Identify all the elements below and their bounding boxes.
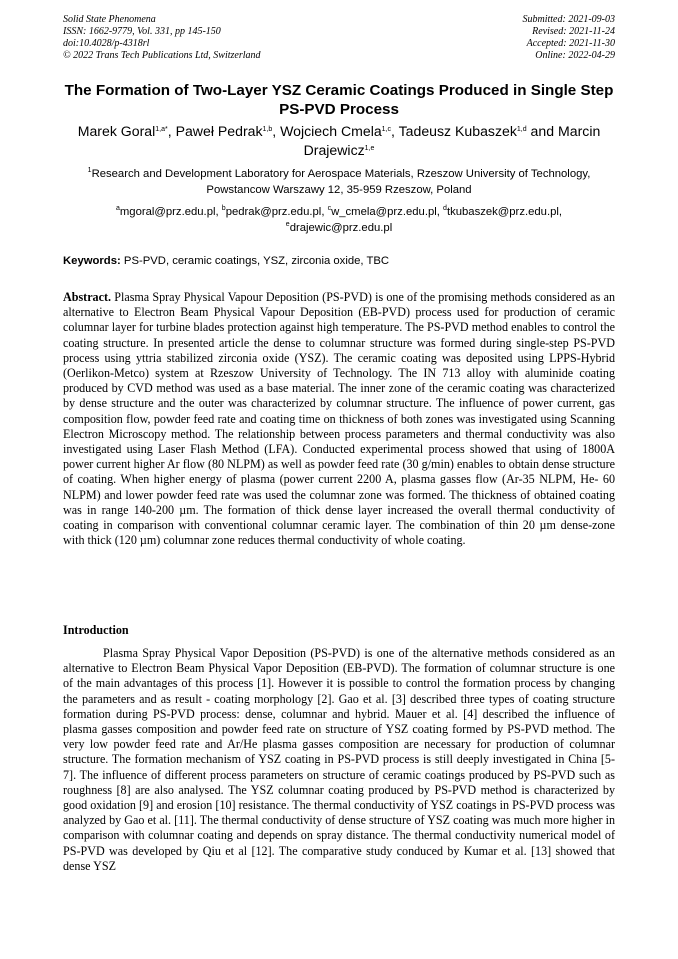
affiliation xyxy=(78,166,600,198)
author-list xyxy=(60,122,618,160)
author-separator: , xyxy=(391,123,399,139)
email-mark: c xyxy=(327,205,332,212)
email-mark: e xyxy=(285,221,290,228)
keywords-label: Keywords: xyxy=(63,255,121,267)
email-separator: , xyxy=(436,206,444,218)
journal-name: Solid State Phenomena xyxy=(63,14,156,25)
paper-title: The Formation of Two-Layer YSZ Ceramic Coatings Produced in Single Step PS-PVD Process xyxy=(64,82,614,118)
email-address[interactable]: pedrak@prz.edu.pl xyxy=(225,206,322,218)
publication-dates xyxy=(523,14,616,62)
doi-line: doi:10.4028/p-4318rl xyxy=(63,38,150,49)
email-address[interactable]: drajewic@prz.edu.pl xyxy=(289,222,393,234)
author-name: Marcin Drajewicz xyxy=(303,123,601,158)
abstract-text: Plasma Spray Physical Vapour Deposition (PS-PVD) is one of the promising methods considered as an alternative to Electron Beam Physical Vapour Deposition (EB-PVD) process used for production of ceramic columnar layer for turbine blades protection against high temperature. The PS-PVD method enables to control the coating structure. In presented article the dense to columnar structure was formed during single-step PS-PVD process using yttria stabilized zirconia oxide (YSZ). The ceramic coating was deposited using LPPS-Hybrid (Oerlikon-Metco) system at Rzeszow University of Technology. The IN 713 alloy with aluminide coating produced by CVD method was used as a base material. The inner zone of the ceramic coating was characterized by dense structure and the outer was characterized by columnar structure. The influence of power current, gas composition flow, powder feed rate and coating time on thickness of both zones was investigated using Scanning Electron Microscopy method. The relationship between process parameters and thermal conductivity was also investigated using Laser Flash Method (LFA). Conducted experimental process showed that using of 1800A power current higher Ar flow (80 NLPM) as well as powder feed rate (30 g/min) enables to obtain dense structure of coating. When higher energy of plasma (power current 2200 A, plasma gasses flow (Ar-35 NLPM, He- 60 NLPM) and lower powder feed rate was used the columnar zone was formed. The thickness of obtained coating was in range 140-200 µm. The formation of thick dense layer increased the overall thermal conductivity of coating in comparison with conventional columnar ceramic layer. The combination of thin 20 µm dense-zone with thick (120 µm) columnar zone reduces thermal conductivity of whole coating. xyxy=(63,290,615,548)
email-separator: , xyxy=(215,206,222,218)
email-mark: d xyxy=(443,205,447,212)
author-name: Wojciech Cmela xyxy=(280,123,382,139)
author-name: Paweł Pedrak xyxy=(175,123,263,139)
email-address[interactable]: tkubaszek@prz.edu.pl xyxy=(446,206,559,218)
author-affiliation-mark: 1,c xyxy=(381,126,392,133)
journal-info xyxy=(63,14,261,62)
author-name: Marek Goral xyxy=(77,123,156,139)
email-address[interactable]: mgoral@prz.edu.pl xyxy=(119,206,216,218)
online-date: Online: 2022-04-29 xyxy=(535,50,615,61)
author-separator: , xyxy=(167,123,176,139)
affiliation-mark: 1 xyxy=(87,167,92,174)
submitted-date: Submitted: 2021-09-03 xyxy=(522,14,615,25)
author-affiliation-mark: 1,d xyxy=(516,126,527,133)
author-affiliation-mark: 1,a* xyxy=(155,126,168,133)
email-list xyxy=(78,204,600,236)
email-separator: , xyxy=(558,206,563,218)
copyright-line: © 2022 Trans Tech Publications Ltd, Switzerland xyxy=(63,50,261,61)
affiliation-text: Research and Development Laboratory for Aerospace Materials, Rzeszow University of Technology, Powstancow Warszawy 12, 35-959 Rzeszow, Poland xyxy=(91,168,591,196)
author-separator: and xyxy=(526,123,558,139)
revised-date: Revised: 2021-11-24 xyxy=(532,26,615,37)
introduction-heading: Introduction xyxy=(63,623,129,637)
abstract-label: Abstract. xyxy=(63,290,112,304)
author-name: Tadeusz Kubaszek xyxy=(398,123,517,139)
issn-line: ISSN: 1662-9779, Vol. 331, pp 145-150 xyxy=(63,26,221,37)
email-address[interactable]: w_cmela@prz.edu.pl xyxy=(331,206,437,218)
email-separator: , xyxy=(321,206,328,218)
author-affiliation-mark: 1,e xyxy=(364,145,375,152)
email-mark: a xyxy=(115,205,120,212)
keywords-text: PS-PVD, ceramic coatings, YSZ, zirconia oxide, TBC xyxy=(120,255,390,267)
introduction-text: Plasma Spray Physical Vapor Deposition (PS-PVD) is one of the alternative methods considered as an alternative to Electron Beam Physical Vapor Deposition (EB-PVD). The formation of columnar structure is one of the main advantages of this process [1]. However it is possible to control the formation process by changing the parameters and as result - coating morphology [2]. Gao et al. [3] described three types of coating structure formation during PS-PVD process: dense, columnar and hybrid. Mauer et al. [4] described the influence of plasma gasses composition and powder feed rate on structure of YSZ coating formed by PS-PVD method. The very low powder feed rate and Ar/He plasma gasses composition are necessary for production of columnar structure. The formation mechanism of YSZ coating in PS-PVD process is still deeply investigated in China [5-7]. The influence of different process parameters on structure of ceramic coatings produced by PS-PVD such as roughness [8] are also analysed. The YSZ columnar coating produced by PS-PVD method is characterized by good oxidation [9] and erosion [10] resistance. The thermal conductivity of YSZ coatings in PS-PVD process was analyzed by Gao et al. [11]. The thermal conductivity of dense structure of YSZ coating was much more higher in comparison with columnar coating and depends on spray distance. The thermal conductivity numerical model of PS-PVD was developed by Qiu et al [12]. The comparative study conduced by Kumar et al. [13] showed that dense YSZ xyxy=(63,646,615,873)
accepted-date: Accepted: 2021-11-30 xyxy=(526,38,615,49)
email-mark: b xyxy=(221,205,226,212)
author-separator: , xyxy=(272,123,281,139)
abstract xyxy=(63,290,615,548)
author-affiliation-mark: 1,b xyxy=(262,126,273,133)
keywords xyxy=(63,254,615,269)
